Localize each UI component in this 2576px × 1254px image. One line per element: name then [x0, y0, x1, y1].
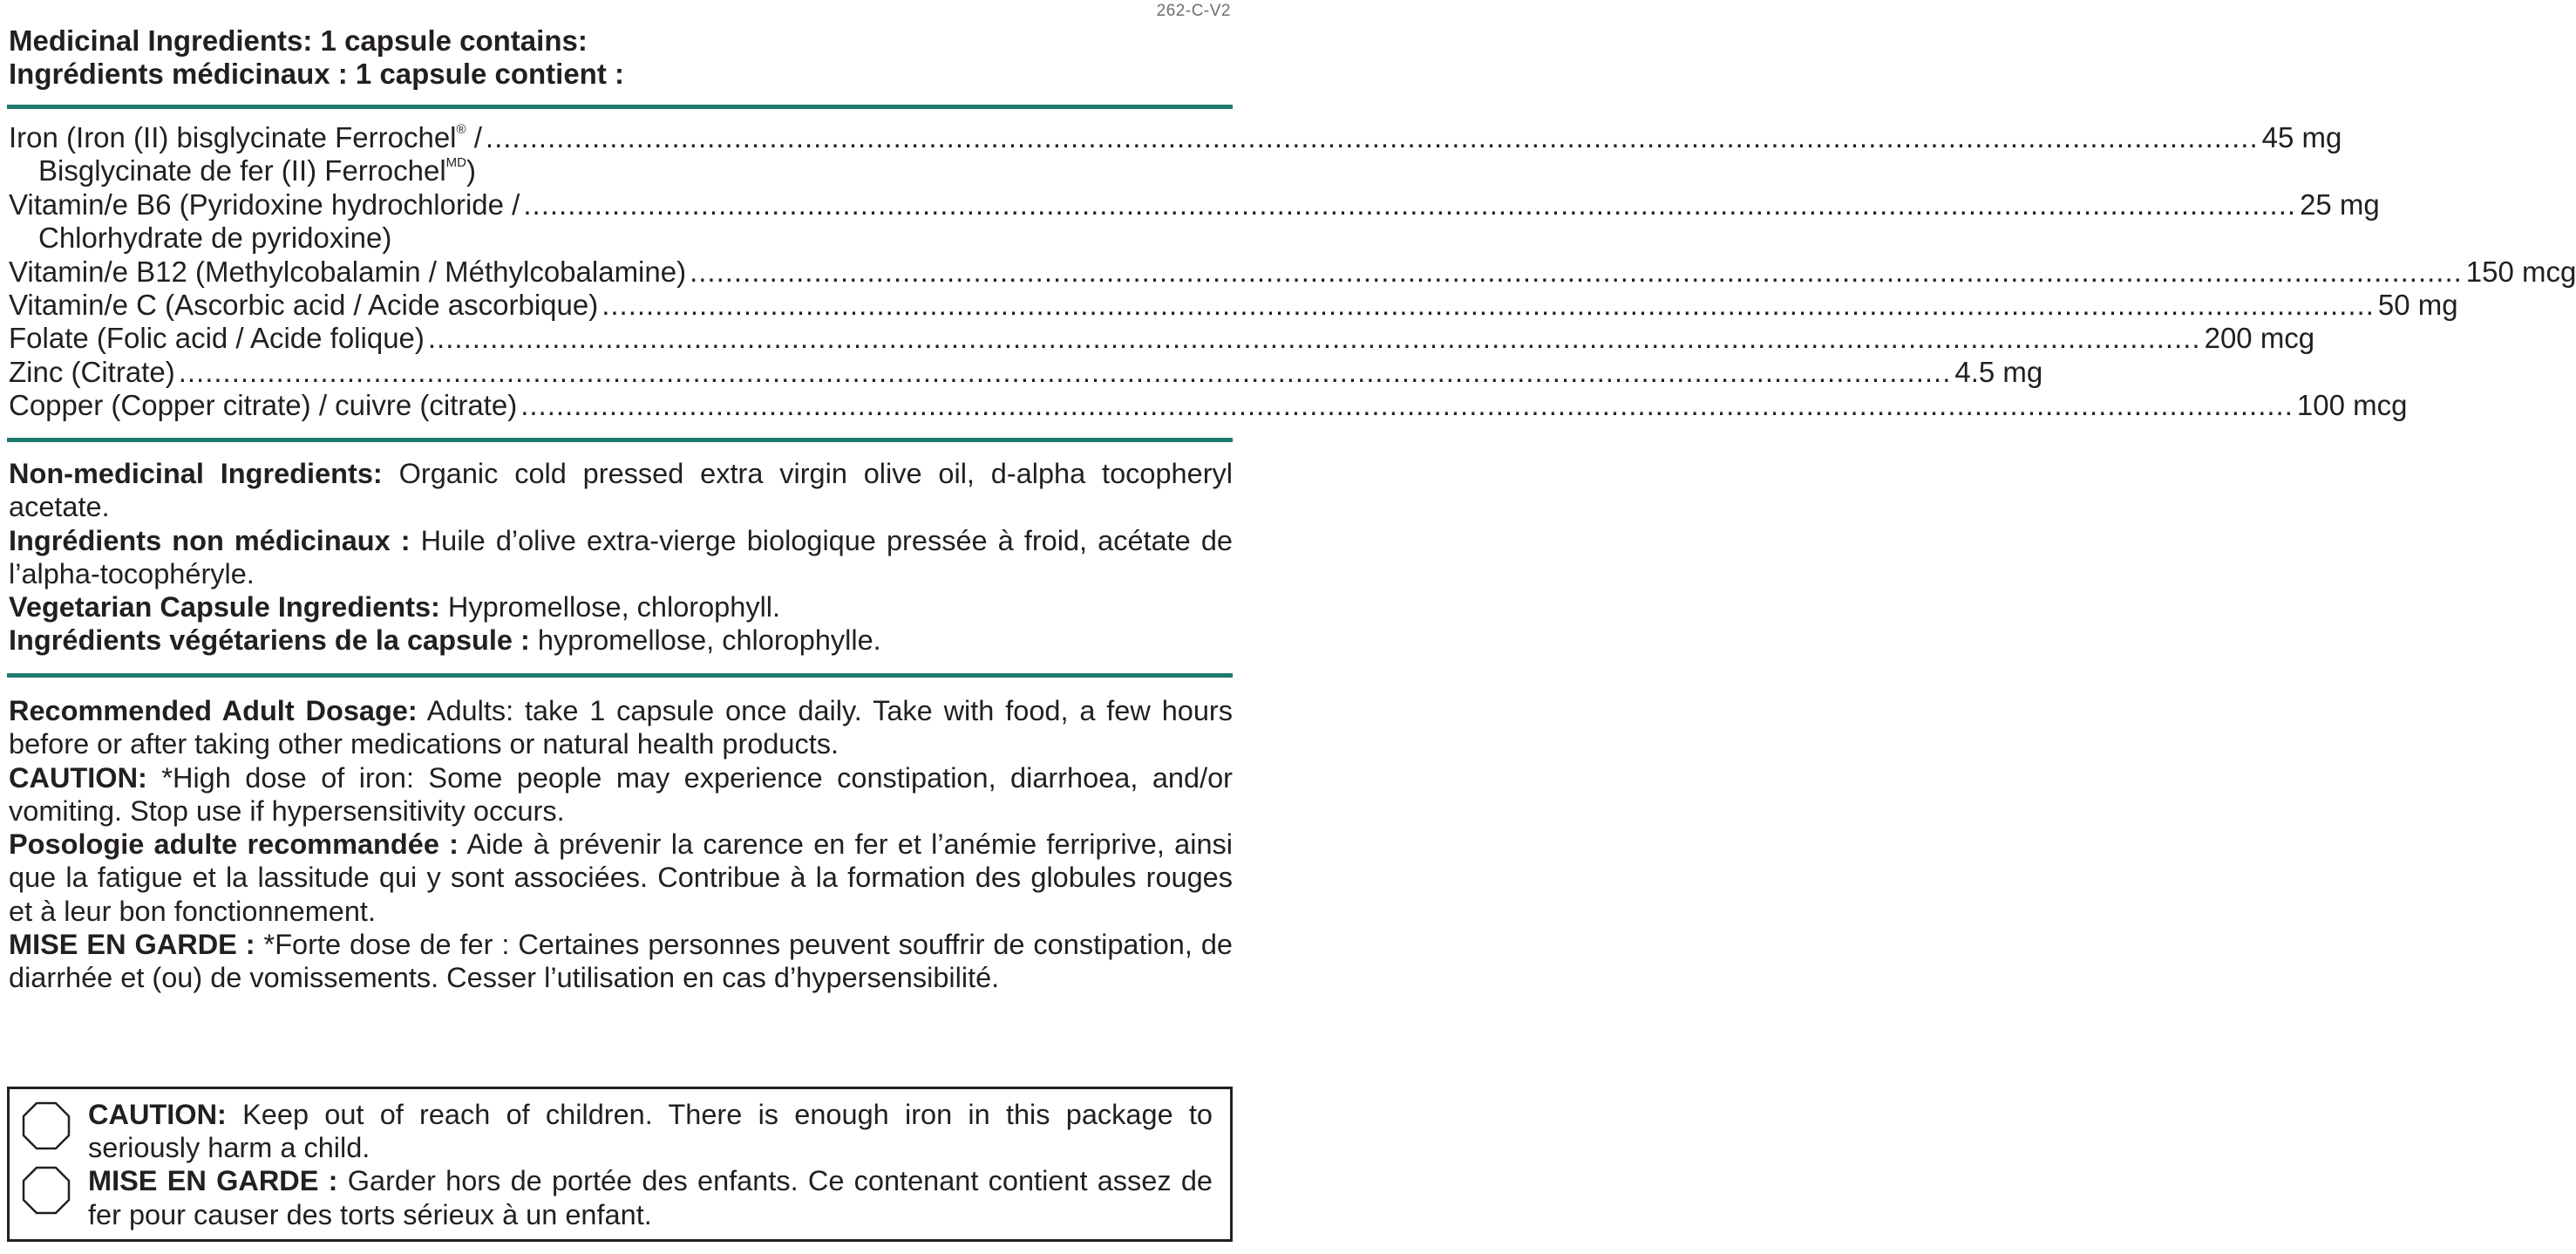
registered-mark: ®	[456, 122, 466, 137]
ingredient-amount: 200 mcg	[2204, 322, 2315, 355]
ingredient-name: Folate (Folic acid / Acide folique)	[9, 322, 425, 355]
medicinal-ingredients-header	[9, 24, 1229, 91]
dot-leader: ........................................................................................................................................................................................................	[690, 255, 2463, 288]
ingredient-continuation: Bisglycinate de fer (II) Ferrochel$^{MD}$)	[38, 154, 476, 187]
ingredient-name: Zinc (Citrate)	[9, 355, 175, 388]
ingredient-row-copper	[9, 389, 2408, 422]
octagon-warning-icon	[22, 1166, 71, 1215]
caution-en: CAUTION: *High dose of iron: Some people may experience constipation, diarrhoea, and/or vomiting. Stop use if hypersensitivity occurs.	[9, 761, 1233, 827]
veg-capsule-fr: Ingrédients végétariens de la capsule : hypromellose, chlorophylle.	[9, 624, 881, 657]
caution-fr: MISE EN GARDE : *Forte dose de fer : Certaines personnes peuvent souffrir de constipation, de diarrhée et (ou) de vomissements. Cesser l’utilisation en cas d’hypersensibilité.	[9, 929, 1233, 994]
header-french: Ingrédients médicinaux : 1 capsule contient :	[9, 58, 624, 90]
child-warning-text	[88, 1098, 1213, 1231]
ingredient-row-zinc	[9, 355, 2043, 389]
ingredient-amount: 150 mcg	[2465, 255, 2576, 288]
label-code: 262-C-V2	[1156, 2, 1231, 20]
medicinal-ingredients-list	[9, 121, 2576, 423]
divider-middle	[7, 438, 1233, 442]
ingredient-amount: 100 mcg	[2296, 389, 2408, 422]
divider-top	[7, 105, 1233, 109]
ingredient-amount: 45 mg	[2261, 121, 2342, 153]
non-medicinal-fr: Ingrédients non médicinaux : Huile d’olive extra-vierge biologique pressée à froid, acétate de l’alpha-tocophéryle.	[9, 524, 1233, 590]
dosage-section	[9, 694, 1233, 995]
dot-leader: ........................................................................................................................................................................................................	[178, 355, 1952, 388]
ingredient-row-folate	[9, 322, 2315, 355]
dosage-en: Recommended Adult Dosage: Adults: take 1 capsule once daily. Take with food, a few hours before or after taking other medications or natural health products.	[9, 695, 1234, 760]
ingredient-name: Vitamin/e B6 (Pyridoxine hydrochloride /	[9, 187, 520, 221]
octagon-warning-icon	[22, 1101, 71, 1150]
ingredient-name: Iron (Iron (II) bisglycinate Ferrochel	[9, 121, 457, 153]
ingredient-name: Vitamin/e C (Ascorbic acid / Acide ascorbique)	[9, 289, 599, 322]
child-warning-box	[7, 1087, 1233, 1242]
dot-leader: ........................................................................................................................................................................................................	[602, 289, 2375, 322]
dot-leader: ........................................................................................................................................................................................................	[523, 187, 2297, 221]
ingredient-row-vitamin-c	[9, 289, 2458, 322]
ingredient-amount: 25 mg	[2300, 187, 2380, 221]
ingredient-amount: 50 mg	[2377, 289, 2458, 322]
ingredient-row-b6	[9, 187, 2380, 221]
dot-leader: ........................................................................................................................................................................................................	[427, 322, 2201, 355]
dosage-fr: Posologie adulte recommandée : Aide à prévenir la carence en fer et l’anémie ferriprive, ainsi que la fatigue et la lassitude qui y sont associées. Contribue à la formation des globules rouges et à leur bon fonctionnement.	[9, 828, 1233, 927]
non-medicinal-en: Non-medicinal Ingredients: Organic cold pressed extra virgin olive oil, d-alpha tocopheryl acetate.	[9, 458, 1233, 523]
ingredient-row-b12	[9, 255, 2576, 289]
ingredient-name: Copper (Copper citrate) / cuivre (citrate)	[9, 389, 518, 422]
ingredient-amount: 4.5 mg	[1954, 355, 2043, 388]
divider-lower	[7, 673, 1233, 678]
header-english: Medicinal Ingredients: 1 capsule contains:	[9, 24, 588, 57]
dot-leader: ........................................................................................................................................................................................................	[520, 389, 2294, 422]
ingredient-name: Vitamin/e B12 (Methylcobalamin / Méthylcobalamine)	[9, 255, 687, 288]
dot-leader: ........................................................................................................................................................................................................	[485, 121, 2259, 153]
md-mark: MD	[445, 155, 466, 171]
child-warning-en: CAUTION: Keep out of reach of children. There is enough iron in this package to seriously harm a child.	[88, 1099, 1213, 1164]
ingredient-continuation: Chlorhydrate de pyridoxine)	[38, 221, 392, 255]
ingredient-row-iron: Iron (Iron (II) bisglycinate Ferrochel® / ........................................................................................................................................................................................................ 45 mg	[9, 121, 2342, 153]
child-warning-fr: MISE EN GARDE : Garder hors de portée des enfants. Ce contenant contient assez de fer pour causer des torts sérieux à un enfant.	[88, 1165, 1213, 1230]
non-medicinal-section	[9, 457, 1233, 658]
veg-capsule-en: Vegetarian Capsule Ingredients: Hypromellose, chlorophyll.	[9, 591, 781, 624]
